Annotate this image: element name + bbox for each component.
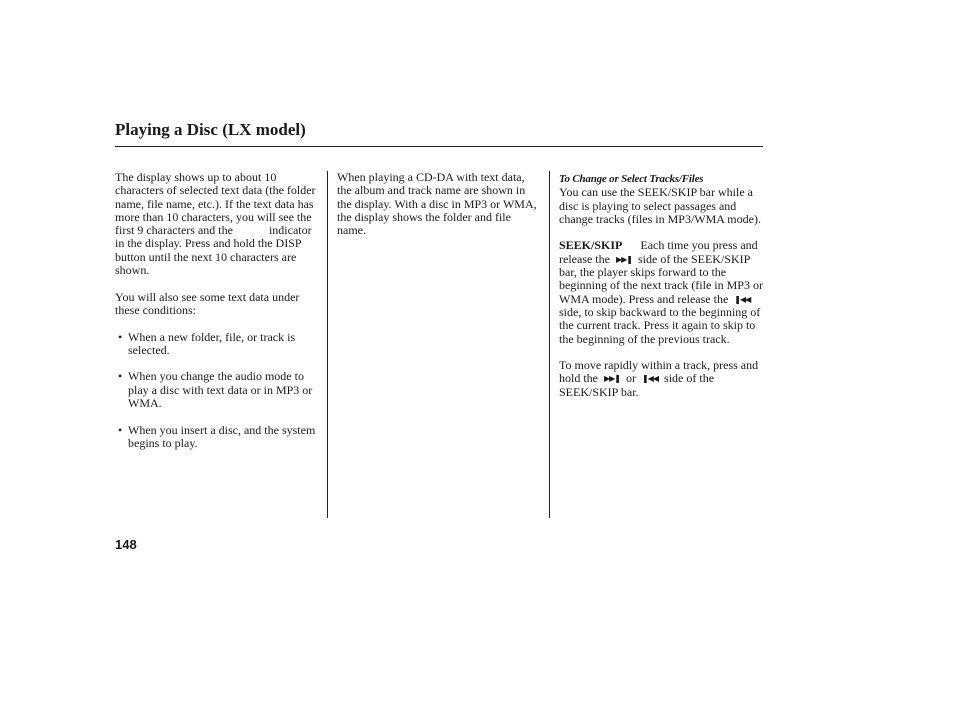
column-divider-1	[327, 171, 328, 518]
list-item: • When you insert a disc, and the system begins to play.	[115, 424, 320, 451]
seek-skip-label: SEEK/SKIP	[559, 238, 623, 253]
column-3	[559, 171, 764, 412]
rapid-text-b: side of the SEEK/SKIP bar.	[559, 371, 715, 399]
skip-back-icon: ❚◀◀	[734, 294, 751, 304]
skip-back-icon: ❚◀◀	[642, 374, 659, 384]
seek-intro-paragraph: You can use the SEEK/SKIP bar while a disc is playing to select passages and change tracks (files in MP3/WMA mode).	[559, 185, 761, 226]
list-item: • When a new folder, file, or track is selected.	[115, 331, 320, 358]
seek-skip-paragraph	[559, 239, 764, 345]
skip-forward-icon: ▶▶❚	[604, 374, 621, 384]
column-1	[115, 171, 320, 464]
cdda-paragraph: When playing a CD-DA with text data, the album and track name are shown in the display. With a disc in MP3 or WMA, the display shows the folder and file name.	[337, 170, 537, 238]
display-text-a: The display shows up to about 10 characters of selected text data (the folder name, file name, etc.). If the text data has more than 10 characters, you will see the first 9 characters and the	[115, 170, 316, 238]
header-rule	[115, 146, 763, 147]
column-2	[337, 171, 542, 251]
list-item: • When you change the audio mode to play a disc with text data or in MP3 or WMA.	[115, 370, 320, 410]
column-divider-2	[549, 171, 550, 518]
page-number: 148	[115, 537, 137, 552]
seek-text-a: Each time you press and release the	[559, 238, 758, 266]
page-title: Playing a Disc (LX model)	[115, 120, 306, 139]
conditions-list	[115, 331, 320, 451]
conditions-intro: You will also see some text data under these conditions:	[115, 289, 300, 317]
seek-text-b: side of the SEEK/SKIP bar, the player skips forward to the beginning of the next track (file in MP3 or WMA mode). Press and release the	[559, 251, 763, 306]
display-paragraph	[115, 171, 320, 277]
rapid-text-or: or	[626, 371, 637, 386]
skip-forward-icon: ▶▶❚	[615, 254, 632, 264]
display-text-b: indicator in the display. Press and hold the DISP button until the next 10 characters are shown.	[115, 223, 312, 278]
section-subheading: To Change or Select Tracks/Files	[559, 173, 704, 185]
rapid-text-a: To move rapidly within a track, press and hold the	[559, 358, 759, 386]
seek-text-c: side, to skip backward to the beginning of the current track. Press it again to skip to the beginning of the previous track.	[559, 304, 761, 346]
rapid-move-paragraph	[559, 359, 764, 399]
